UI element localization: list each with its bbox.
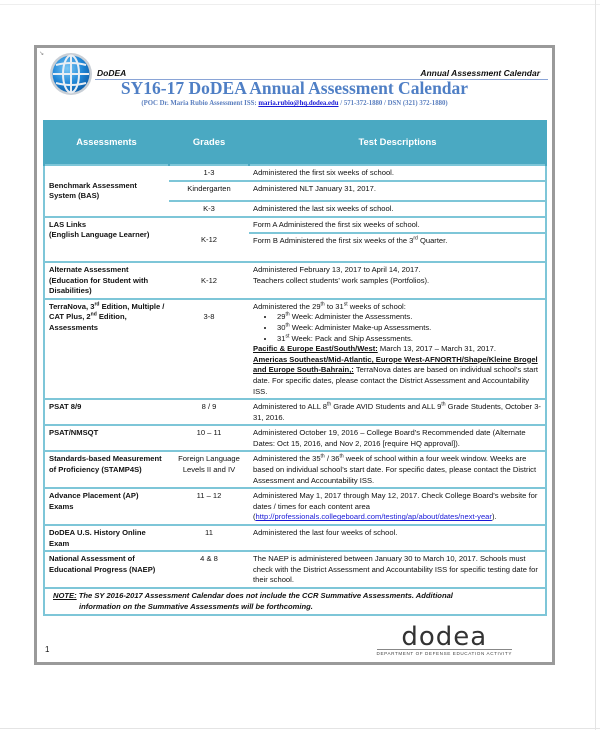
grade-cell: 11 [169, 525, 249, 551]
document-title: SY16-17 DoDEA Annual Assessment Calendar [120, 78, 469, 98]
poc-suffix: / 571-372-1880 / DSN (321) 372-1880) [338, 100, 448, 107]
assessment-name [44, 217, 169, 262]
grade-cell: K-12 [169, 217, 249, 262]
poc-line [37, 100, 552, 107]
footer-dodea-logo [376, 622, 512, 656]
column-header-descriptions: Test Descriptions [249, 120, 546, 165]
table-row [44, 165, 546, 181]
description-cell [249, 217, 546, 262]
header-org-label: DoDEA [97, 68, 127, 78]
assessment-calendar-table [43, 120, 547, 616]
description-cell: Administered the last six weeks of school. [249, 201, 546, 217]
description-cell: Administered the 35th / 36th week of school within a four week window. Weeks are based on individual school’s start date. For specific dates, please contact the District Assessment and Accountability ISS. [249, 451, 546, 488]
grade-cell: Foreign Language Levels II and IV [169, 451, 249, 488]
table-row [44, 399, 546, 425]
grade-cell: K-12 [169, 262, 249, 299]
grade-cell: 4 & 8 [169, 551, 249, 588]
note-label: NOTE: [53, 591, 77, 600]
viewer-scroll-edge [595, 0, 596, 730]
page-number: 1 [45, 645, 50, 654]
header-doc-label: Annual Assessment Calendar [420, 68, 540, 78]
table-row [44, 217, 546, 262]
description-intro: Administered the 29th to 31st weeks of school: [253, 301, 406, 311]
assessment-name: DoDEA U.S. History Online Exam [44, 525, 169, 551]
description-line: Form A Administered the first six weeks of school. [249, 218, 545, 235]
description-cell: Administered May 1, 2017 through May 12, 2017. Check College Board’s website for dates / times for each content area (http://professionals.collegeboard.com/testing/ap/about/dates/next-year). [249, 488, 546, 525]
note-text: information on the Summative Assessments will be forthcoming. [79, 601, 313, 611]
grade-cell: Kindergarten [169, 181, 249, 202]
assessment-name-line: LAS Links [49, 219, 87, 229]
footer-logo-word: dodea [401, 622, 488, 652]
list-item: • 30th Week: Administer Make-up Assessments. [275, 323, 541, 334]
grade-cell: 3-8 [169, 299, 249, 399]
table-row [44, 525, 546, 551]
viewer-top-edge [0, 4, 600, 5]
week-list [253, 312, 541, 344]
table-header-row [44, 120, 546, 165]
grade-cell: 11 – 12 [169, 488, 249, 525]
list-item: • 29th Week: Administer the Assessments. [275, 312, 541, 323]
collegeboard-link[interactable]: http://professionals.collegeboard.com/testing/ap/about/dates/next-year [255, 512, 492, 522]
assessment-name: Standards-based Measurement of Proficiency (STAMP4S) [44, 451, 169, 488]
assessment-name: PSAT/NMSQT [44, 425, 169, 451]
assessment-name: Advance Placement (AP) Exams [44, 488, 169, 525]
grade-cell: 1-3 [169, 165, 249, 181]
table-row [44, 262, 546, 299]
table-row [44, 551, 546, 588]
poc-email-link[interactable]: maria.rubio@hq.dodea.edu [258, 100, 339, 107]
region-dates: Pacific & Europe East/South/West: March 13, 2017 – March 31, 2017. [253, 344, 496, 354]
footer-logo-subtitle: DEPARTMENT OF DEFENSE EDUCATION ACTIVITY [376, 651, 512, 656]
grade-cell: 10 – 11 [169, 425, 249, 451]
list-item: • 31st Week: Pack and Ship Assessments. [275, 334, 541, 345]
note-row [44, 588, 546, 615]
assessment-name: PSAT 8/9 [44, 399, 169, 425]
table-row [44, 299, 546, 399]
document-page [34, 45, 555, 665]
description-cell: Administered the last four weeks of school. [249, 525, 546, 551]
note-text: The SY 2016-2017 Assessment Calendar does not include the CCR Summative Assessments. Additional [76, 591, 453, 600]
poc-prefix: (POC Dr. Maria Rubio Assessment ISS: [141, 100, 259, 107]
description-line: Form B Administered the first six weeks of the 3rd Quarter. [253, 235, 448, 246]
grade-cell: K-3 [169, 201, 249, 217]
table-row [44, 425, 546, 451]
description-cell: Administered NLT January 31, 2017. [249, 181, 546, 202]
description-cell: Administered to ALL 8th Grade AVID Students and ALL 9th Grade Students, October 3-31, 2016. [249, 399, 546, 425]
column-header-assessments: Assessments [44, 120, 169, 165]
note-cell [44, 588, 546, 615]
region-dates: Americas Southeast/Mid-Atlantic, Europe West-AFNORTH/Shape/Kleine Brogel and Europe South-Bahrain,: TerraNova dates are based on individual school’s start date. For specific dates, please contact the District Assessment and Accountability ISS. [253, 354, 539, 396]
table-row [44, 451, 546, 488]
description-cell [249, 299, 546, 399]
assessment-name: National Assessment of Educational Progress (NAEP) [44, 551, 169, 588]
assessment-name: Alternate Assessment (Education for Student with Disabilities) [44, 262, 169, 299]
description-cell: Administered October 19, 2016 – College Board’s Recommended date (Alternate Dates: Oct 15, 2016, and Nov 2, 2016 [require HQ approval]). [249, 425, 546, 451]
viewer-bottom-edge [0, 728, 600, 729]
column-header-grades: Grades [169, 120, 249, 165]
grade-cell: 8 / 9 [169, 399, 249, 425]
table-row [44, 488, 546, 525]
assessment-name: TerraNova, 3rd Edition, Multiple / CAT Plus, 2nd Edition, Assessments [44, 299, 169, 399]
description-cell: The NAEP is administered between January 30 to March 10, 2017. Schools must check with the District Assessment and Accountability ISS for specific testing date for their school. [249, 551, 546, 588]
description-cell: Administered February 13, 2017 to April 14, 2017. Teachers collect students’ work samples (Portfolios). [249, 262, 546, 299]
assessment-name: Benchmark Assessment System (BAS) [44, 165, 169, 217]
assessment-name-line: (English Language Learner) [49, 230, 150, 240]
crop-mark-icon: ↘ [39, 51, 45, 57]
description-cell: Administered the first six weeks of school. [249, 165, 546, 181]
